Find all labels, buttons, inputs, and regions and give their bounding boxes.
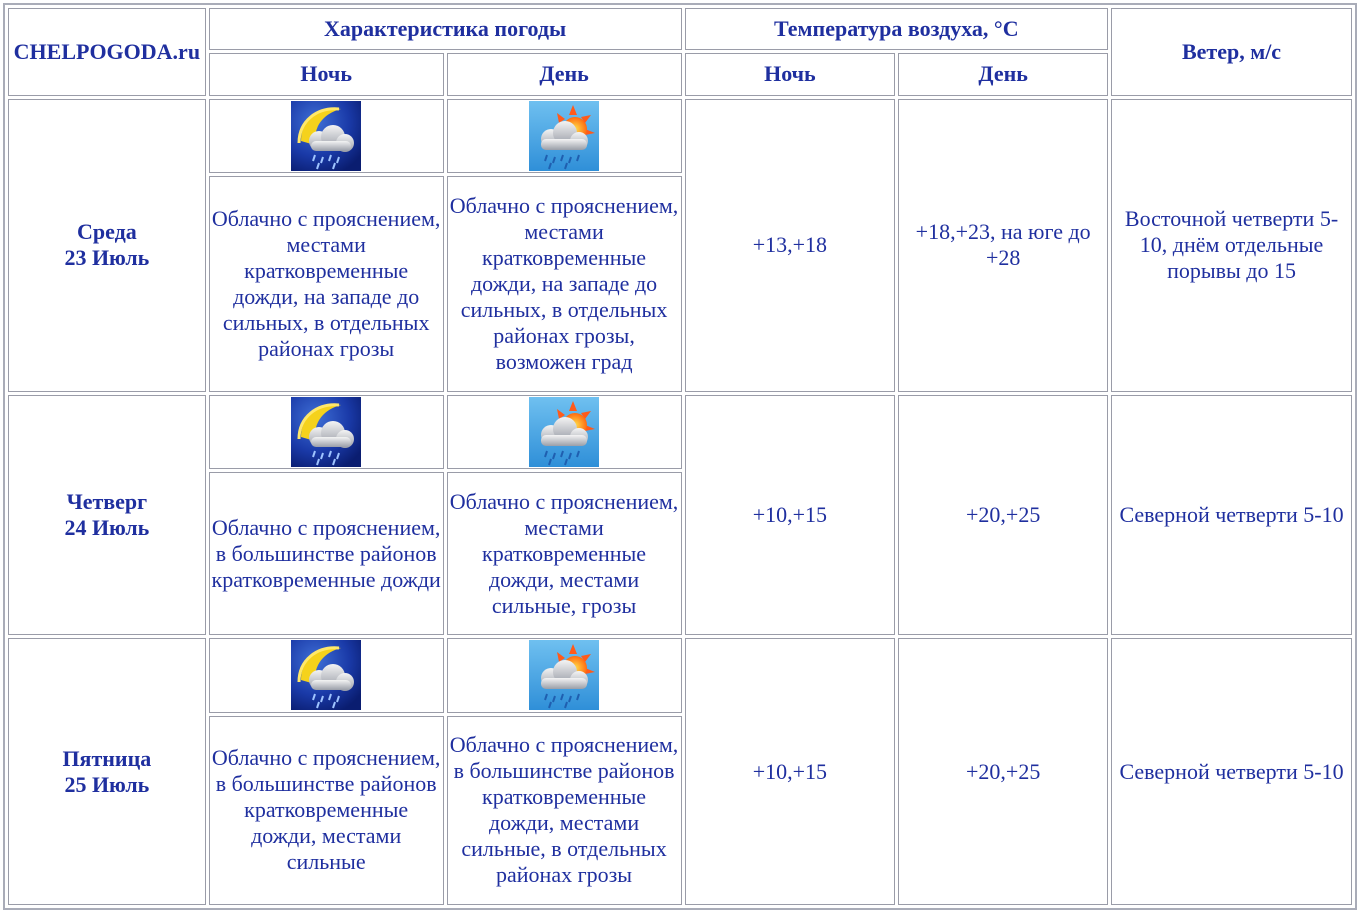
temp-day: +18,+23, на юге до +28: [898, 99, 1108, 392]
day-description: Облачно с прояснением, местами кратковременные дожди, на западе до сильных, в отдельных районах грозы, возможен град: [447, 176, 682, 391]
night-description: Облачно с прояснением, в большинстве районов кратковременные дожди, местами сильные: [209, 716, 444, 905]
forecast-row: [8, 99, 1352, 174]
date: 25 Июль: [64, 771, 150, 797]
forecast-row: [8, 638, 1352, 713]
forecast-row: [8, 395, 1352, 470]
date-cell: [8, 99, 206, 392]
night-icon-cell: [209, 638, 444, 713]
night-description: Облачно с прояснением, в большинстве районов кратковременные дожди: [209, 472, 444, 635]
day-sun-cloud-rain-icon: [529, 640, 599, 710]
temp-night: +10,+15: [685, 638, 896, 905]
weekday: Среда: [77, 219, 137, 245]
date-cell: [8, 395, 206, 636]
forecast-table: [5, 5, 1355, 908]
temp-night: +13,+18: [685, 99, 896, 392]
site-brand: CHELPOGODA.ru: [8, 8, 206, 96]
day-icon-cell: [447, 99, 682, 174]
weather-night-header: Ночь: [209, 53, 444, 95]
day-icon-cell: [447, 638, 682, 713]
night-cloudy-rain-icon: [291, 640, 361, 710]
temp-day: +20,+25: [898, 638, 1108, 905]
day-description: Облачно с прояснением, в большинстве районов кратковременные дожди, местами сильные, в отдельных районах грозы: [447, 716, 682, 905]
weather-day-header: День: [447, 53, 682, 95]
day-icon-cell: [447, 395, 682, 470]
weekday: Пятница: [62, 745, 152, 771]
forecast-frame: [3, 3, 1357, 910]
date: 24 Июль: [64, 514, 150, 540]
night-icon-cell: [209, 395, 444, 470]
date-cell: [8, 638, 206, 905]
night-icon-cell: [209, 99, 444, 174]
night-cloudy-rain-icon: [291, 397, 361, 467]
weekday: Четверг: [66, 488, 148, 514]
weather-characteristics-header: Характеристика погоды: [209, 8, 682, 50]
temp-night-header: Ночь: [685, 53, 896, 95]
night-description: Облачно с прояснением, местами кратковременные дожди, на западе до сильных, в отдельных районах грозы: [209, 176, 444, 391]
day-description: Облачно с прояснением, местами кратковременные дожди, местами сильные, грозы: [447, 472, 682, 635]
temp-night: +10,+15: [685, 395, 896, 636]
temp-day: +20,+25: [898, 395, 1108, 636]
temp-day-header: День: [898, 53, 1108, 95]
night-cloudy-rain-icon: [291, 101, 361, 171]
air-temperature-header: Температура воздуха, °С: [685, 8, 1109, 50]
wind-header: Ветер, м/с: [1111, 8, 1352, 96]
day-sun-cloud-rain-icon: [529, 397, 599, 467]
wind-value: Восточной четверти 5-10, днём отдельные порывы до 15: [1111, 99, 1352, 392]
date: 23 Июль: [64, 245, 150, 271]
day-sun-cloud-rain-icon: [529, 101, 599, 171]
wind-value: Северной четверти 5-10: [1111, 395, 1352, 636]
wind-value: Северной четверти 5-10: [1111, 638, 1352, 905]
